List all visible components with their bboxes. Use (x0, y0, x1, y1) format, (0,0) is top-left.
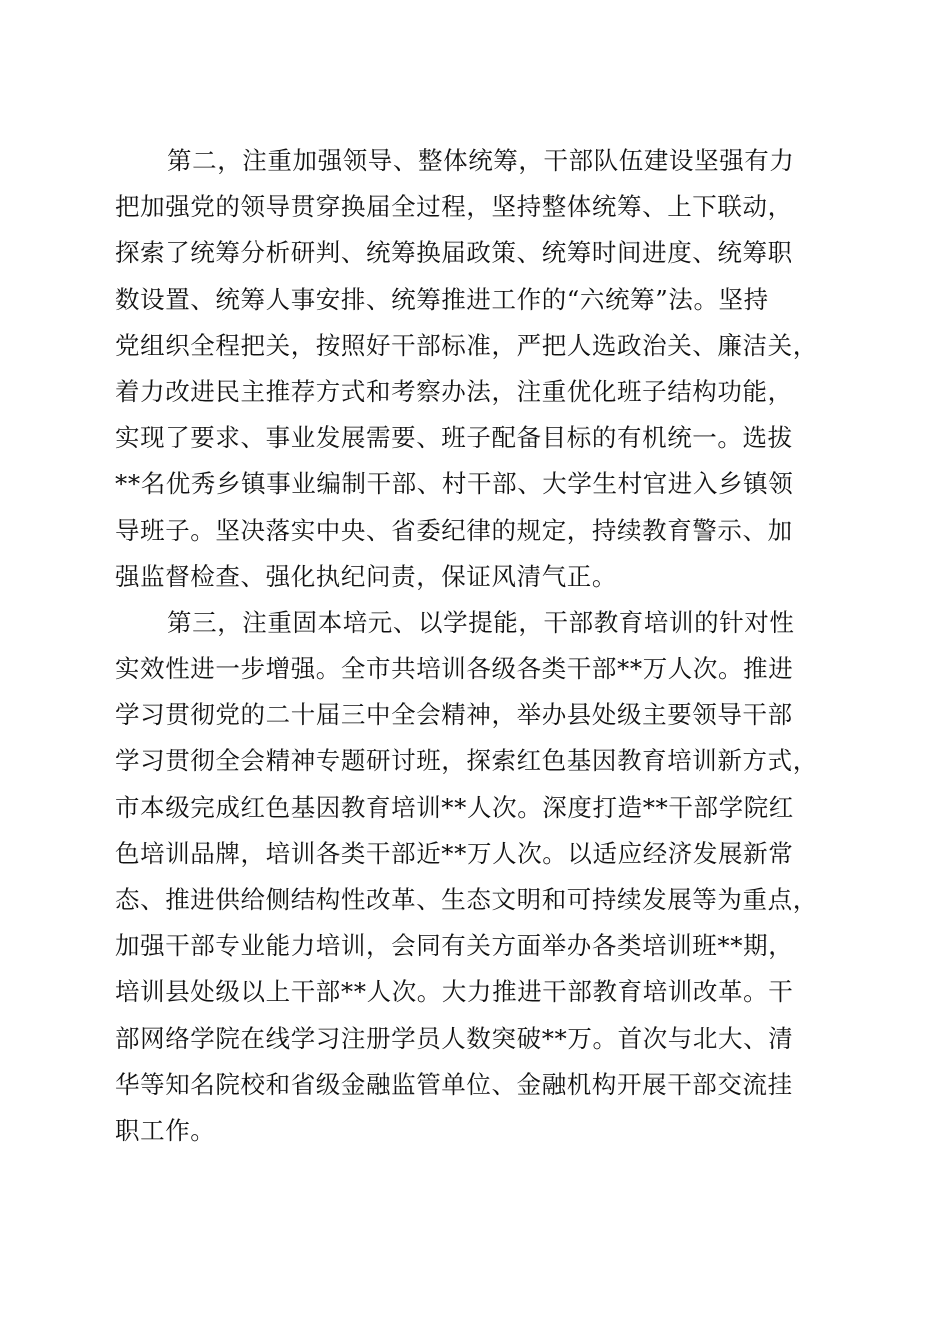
paragraph-line: 部网络学院在线学习注册学员人数突破**万。首次与北大、清 (115, 1023, 794, 1053)
paragraph-line: 加强干部专业能力培训，会同有关方面举办各类培训班**期， (115, 931, 794, 961)
paragraph-line: 数设置、统筹人事安排、统筹推进工作的“六统筹”法。坚持 (115, 284, 769, 314)
paragraph-line: 华等知名院校和省级金融监管单位、金融机构开展干部交流挂 (115, 1069, 793, 1099)
paragraph-line: 党组织全程把关，按照好干部标准，严把人选政治关、廉洁关， (115, 330, 818, 360)
paragraph-line: 学习贯彻全会精神专题研讨班，探索红色基因教育培训新方式， (115, 746, 818, 776)
paragraph-line: 实现了要求、事业发展需要、班子配备目标的有机统一。选拔 (115, 423, 793, 453)
paragraph-line: 把加强党的领导贯穿换届全过程，坚持整体统筹、上下联动， (115, 192, 793, 222)
paragraph-line: 导班子。坚决落实中央、省委纪律的规定，持续教育警示、加 (115, 515, 793, 545)
paragraph-line: 培训县处级以上干部**人次。大力推进干部教育培训改革。干 (115, 977, 794, 1007)
paragraph-line: 探索了统筹分析研判、统筹换届政策、统筹时间进度、统筹职 (115, 238, 793, 268)
paragraph-line: 态、推进供给侧结构性改革、生态文明和可持续发展等为重点， (115, 885, 818, 914)
paragraph-line: 第三，注重固本培元、以学提能，干部教育培训的针对性 (167, 607, 795, 637)
paragraph-line: 强监督检查、强化执纪问责，保证风清气正。 (115, 561, 617, 591)
paragraph-line: 职工作。 (115, 1115, 216, 1145)
paragraph-line: 色培训品牌，培训各类干部近**万人次。以适应经济发展新常 (115, 838, 794, 868)
paragraph-line: 着力改进民主推荐方式和考察办法，注重优化班子结构功能， (115, 376, 793, 406)
paragraph-cadre-team (115, 138, 850, 600)
paragraph-line: 第二，注重加强领导、整体统筹，干部队伍建设坚强有力 (167, 146, 795, 175)
paragraph-cadre-training (115, 600, 850, 1154)
paragraph-line: 学习贯彻党的二十届三中全会精神，举办县处级主要领导干部 (115, 700, 793, 730)
paragraph-line: **名优秀乡镇事业编制干部、村干部、大学生村官进入乡镇领 (115, 469, 794, 499)
paragraph-line: 市本级完成红色基因教育培训**人次。深度打造**干部学院红 (115, 792, 794, 822)
paragraph-line: 实效性进一步增强。全市共培训各级各类干部**万人次。推进 (115, 654, 794, 684)
document-body (115, 138, 850, 1154)
